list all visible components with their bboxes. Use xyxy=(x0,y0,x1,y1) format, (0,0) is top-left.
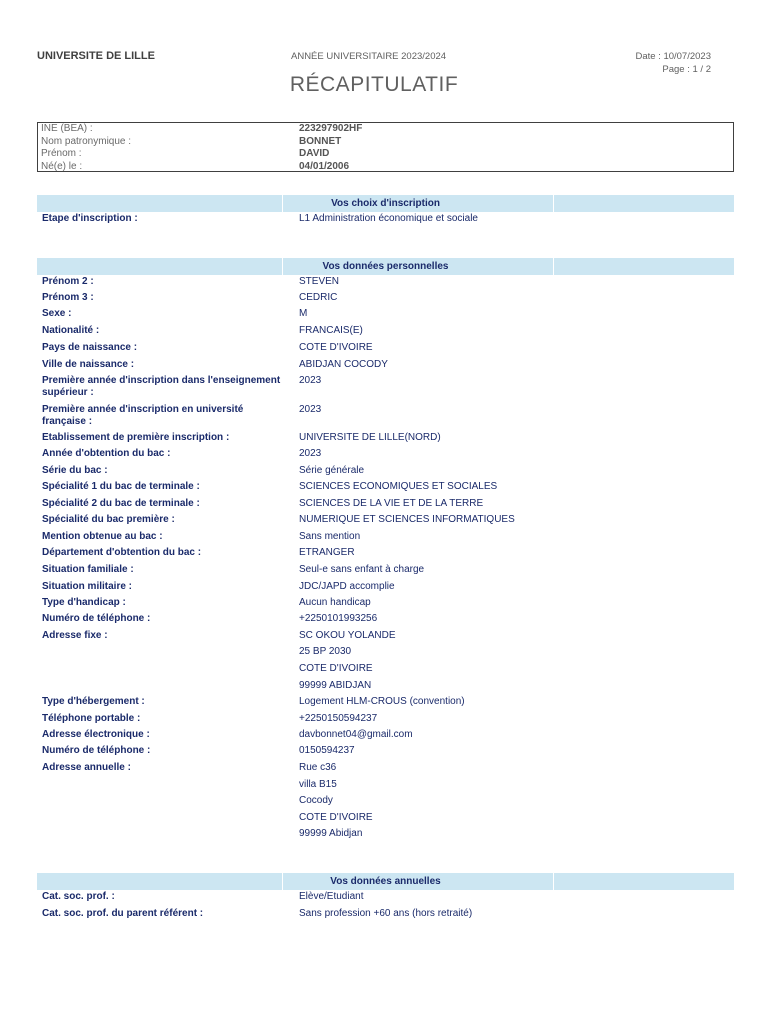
row-label: Téléphone portable : xyxy=(42,713,141,724)
row-value: COTE D'IVOIRE xyxy=(299,342,373,353)
identity-row-firstname xyxy=(38,148,733,161)
row-label: Spécialité 2 du bac de terminale : xyxy=(42,498,200,509)
row-label: Département d'obtention du bac : xyxy=(42,547,202,558)
identity-value: BONNET xyxy=(299,135,342,147)
row-label: Cat. soc. prof. : xyxy=(42,891,115,902)
row-value: FRANCAIS(E) xyxy=(299,325,363,336)
row-label: Première année d'inscription en université française : xyxy=(42,404,244,427)
row-value: 25 BP 2030 xyxy=(299,646,352,657)
row-label: Prénom 3 : xyxy=(42,292,94,303)
row-value: +2250101993256 xyxy=(299,613,378,624)
row-value: L1 Administration économique et sociale xyxy=(299,213,478,224)
section-title: Vos données annuelles xyxy=(330,876,441,887)
row-label: Adresse fixe : xyxy=(42,630,108,641)
row-label: Spécialité 1 du bac de terminale : xyxy=(42,481,200,492)
row-label: Nationalité : xyxy=(42,325,100,336)
row-value: Aucun handicap xyxy=(299,597,371,608)
row-value: JDC/JAPD accomplie xyxy=(299,581,395,592)
identity-value: 04/01/2006 xyxy=(299,160,350,172)
row-value: COTE D'IVOIRE xyxy=(299,663,373,674)
row-value: NUMERIQUE ET SCIENCES INFORMATIQUES xyxy=(299,514,515,525)
section-header-annual xyxy=(37,873,734,890)
row-value: villa B15 xyxy=(299,779,337,790)
row-label: Première année d'inscription dans l'enseignement supérieur : xyxy=(42,375,281,398)
identity-label: Nom patronymique : xyxy=(41,135,132,147)
row-value: CEDRIC xyxy=(299,292,338,303)
row-label: Situation familiale : xyxy=(42,564,134,575)
row-value: Rue c36 xyxy=(299,762,337,773)
row-label: Ville de naissance : xyxy=(42,359,135,370)
row-value: Sans profession +60 ans (hors retraité) xyxy=(299,908,473,919)
row-value: Sans mention xyxy=(299,531,361,542)
row-label: Cat. soc. prof. du parent référent : xyxy=(42,908,204,919)
row-value: COTE D'IVOIRE xyxy=(299,812,373,823)
row-value: 2023 xyxy=(299,404,322,415)
identity-label: Prénom : xyxy=(41,148,82,159)
page-number: Page : 1 / 2 xyxy=(662,64,711,75)
row-label: Sexe : xyxy=(42,308,72,319)
row-value: 0150594237 xyxy=(299,745,355,756)
row-value: SCIENCES DE LA VIE ET DE LA TERRE xyxy=(299,498,484,509)
identity-box xyxy=(37,122,734,172)
row-label: Numéro de téléphone : xyxy=(42,745,151,756)
row-value: ABIDJAN COCODY xyxy=(299,359,388,370)
identity-label: INE (BEA) : xyxy=(41,123,93,134)
row-value: Cocody xyxy=(299,795,333,806)
row-value: 2023 xyxy=(299,448,322,459)
row-value: SCIENCES ECONOMIQUES ET SOCIALES xyxy=(299,481,498,492)
identity-value: DAVID xyxy=(299,148,330,159)
identity-row-ine xyxy=(38,123,733,136)
row-label: Spécialité du bac première : xyxy=(42,514,175,525)
row-value: 99999 ABIDJAN xyxy=(299,680,372,691)
section-title: Vos choix d'inscription xyxy=(331,198,440,209)
row-label: Pays de naissance : xyxy=(42,342,138,353)
row-label: Mention obtenue au bac : xyxy=(42,531,163,542)
row-label: Série du bac : xyxy=(42,465,108,476)
row-value: Elève/Etudiant xyxy=(299,891,364,902)
row-value: M xyxy=(299,308,308,319)
row-label: Numéro de téléphone : xyxy=(42,613,151,624)
row-value: 2023 xyxy=(299,375,322,386)
row-label: Etablissement de première inscription : xyxy=(42,432,230,443)
row-label: Adresse annuelle : xyxy=(42,762,131,773)
identity-value: 223297902HF xyxy=(299,123,363,134)
row-value: Série générale xyxy=(299,465,365,476)
page-title: RÉCAPITULATIF xyxy=(289,73,459,96)
row-label: Etape d'inscription : xyxy=(42,213,138,224)
row-label: Type d'handicap : xyxy=(42,597,126,608)
identity-row-surname xyxy=(38,136,733,149)
row-label: Situation militaire : xyxy=(42,581,133,592)
academic-year: ANNÉE UNIVERSITAIRE 2023/2024 xyxy=(291,51,447,62)
row-value: davbonnet04@gmail.com xyxy=(299,729,413,740)
row-label: Année d'obtention du bac : xyxy=(42,448,171,459)
row-value: SC OKOU YOLANDE xyxy=(299,630,396,641)
row-label: Prénom 2 : xyxy=(42,276,94,287)
section-header-personal xyxy=(37,258,734,275)
row-value: Seul-e sans enfant à charge xyxy=(299,564,425,575)
row-label: Adresse électronique : xyxy=(42,729,150,740)
row-value: UNIVERSITE DE LILLE(NORD) xyxy=(299,432,441,443)
section-title: Vos données personnelles xyxy=(322,261,449,272)
row-value: +2250150594237 xyxy=(299,713,378,724)
section-header-choices xyxy=(37,195,734,212)
row-value: 99999 Abidjan xyxy=(299,828,363,839)
row-value: ETRANGER xyxy=(299,547,355,558)
print-date: Date : 10/07/2023 xyxy=(635,51,711,62)
row-value: Logement HLM-CROUS (convention) xyxy=(299,696,465,707)
row-value: STEVEN xyxy=(299,276,340,287)
identity-label: Né(e) le : xyxy=(41,160,83,172)
identity-row-birthdate xyxy=(38,161,733,174)
row-label: Type d'hébergement : xyxy=(42,696,145,707)
university-name: UNIVERSITE DE LILLE xyxy=(37,50,155,62)
